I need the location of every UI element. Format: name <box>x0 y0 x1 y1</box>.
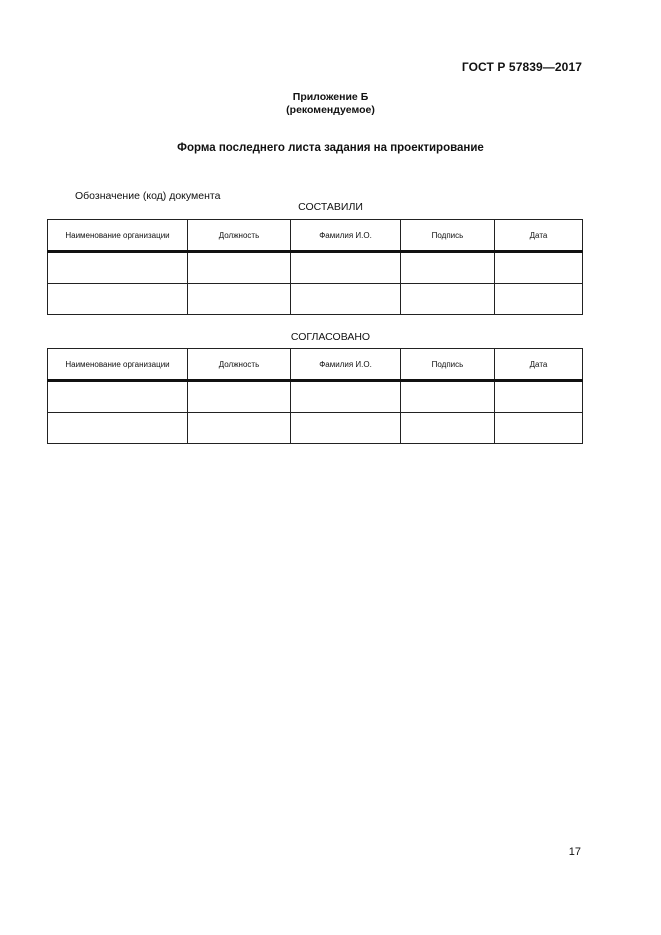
table-cell[interactable] <box>495 284 583 315</box>
appendix-status: (рекомендуемое) <box>286 104 375 116</box>
document-designation-label: Обозначение (код) документа <box>75 190 221 202</box>
column-header-date: Дата <box>495 349 583 381</box>
table-cell[interactable] <box>495 413 583 444</box>
standard-number: ГОСТ Р 57839—2017 <box>461 60 582 74</box>
column-header-position: Должность <box>188 220 291 252</box>
appendix-title: Приложение Б <box>292 91 369 103</box>
table-cell[interactable] <box>48 381 188 413</box>
table-row <box>48 284 583 315</box>
table-cell[interactable] <box>291 381 401 413</box>
table-cell[interactable] <box>401 252 495 284</box>
column-header-position: Должность <box>188 349 291 381</box>
table-row <box>48 381 583 413</box>
table-header-row <box>48 220 583 252</box>
table-cell[interactable] <box>188 413 291 444</box>
section-caption-approved: СОГЛАСОВАНО <box>290 331 371 343</box>
table-cell[interactable] <box>188 252 291 284</box>
table-cell[interactable] <box>48 413 188 444</box>
column-header-signature: Подпись <box>401 349 495 381</box>
table-cell[interactable] <box>401 381 495 413</box>
column-header-signature: Подпись <box>401 220 495 252</box>
table-cell[interactable] <box>188 284 291 315</box>
compiled-by-table <box>47 219 583 315</box>
table-cell[interactable] <box>401 284 495 315</box>
table-cell[interactable] <box>495 381 583 413</box>
table-cell[interactable] <box>48 284 188 315</box>
section-caption-compiled: СОСТАВИЛИ <box>298 201 363 213</box>
column-header-organization: Наименование организации <box>48 220 188 252</box>
table-cell[interactable] <box>291 252 401 284</box>
table-row <box>48 252 583 284</box>
table-header-row <box>48 349 583 381</box>
table-cell[interactable] <box>48 252 188 284</box>
table-cell[interactable] <box>291 284 401 315</box>
column-header-full-name: Фамилия И.О. <box>291 220 401 252</box>
table-row <box>48 413 583 444</box>
table-cell[interactable] <box>495 252 583 284</box>
page-number: 17 <box>568 846 581 858</box>
appendix-heading <box>0 91 661 117</box>
form-title: Форма последнего листа задания на проектирование <box>177 142 484 154</box>
table-cell[interactable] <box>401 413 495 444</box>
column-header-full-name: Фамилия И.О. <box>291 349 401 381</box>
table-cell[interactable] <box>291 413 401 444</box>
table-cell[interactable] <box>188 381 291 413</box>
column-header-organization: Наименование организации <box>48 349 188 381</box>
column-header-date: Дата <box>495 220 583 252</box>
approved-by-table <box>47 348 583 444</box>
